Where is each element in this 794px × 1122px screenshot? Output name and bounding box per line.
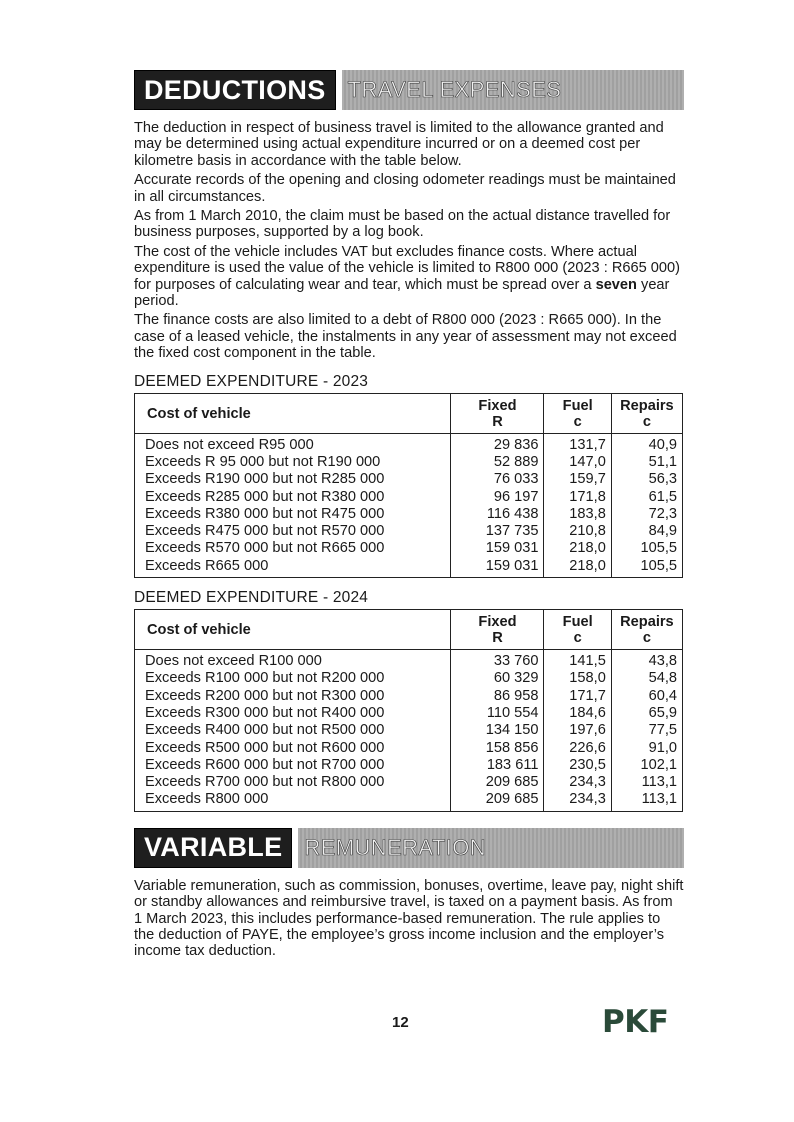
cell-cost: Exceeds R475 000 but not R570 000 bbox=[145, 523, 385, 540]
paragraph: As from 1 March 2010, the claim must be based on the actual distance travelled for business purposes, supported by a log book. bbox=[134, 208, 671, 241]
cell-repairs: 54,8 bbox=[611, 670, 682, 687]
cell-repairs: 91,0 bbox=[611, 740, 682, 757]
cell-cost: Does not exceed R100 000 bbox=[145, 653, 322, 670]
cell-fuel: 183,8 bbox=[544, 506, 611, 523]
banner-heading: VARIABLE bbox=[134, 828, 292, 868]
cell-fixed: 29 836 bbox=[451, 433, 544, 454]
table-2023-title: DEEMED EXPENDITURE - 2023 bbox=[134, 372, 369, 390]
deemed-expenditure-2023-table bbox=[134, 393, 683, 578]
variable-banner bbox=[134, 828, 684, 868]
cell-fixed: 96 197 bbox=[451, 489, 544, 506]
cell-repairs: 77,5 bbox=[611, 722, 682, 739]
cell-fixed: 209 685 bbox=[451, 774, 544, 791]
table-row bbox=[135, 454, 683, 471]
cell-fixed: 183 611 bbox=[451, 757, 544, 774]
cell-fuel: 171,7 bbox=[544, 688, 611, 705]
cell-fixed: 116 438 bbox=[451, 506, 544, 523]
cell-fixed: 134 150 bbox=[451, 722, 544, 739]
table-row bbox=[135, 471, 683, 488]
table-row bbox=[135, 540, 683, 557]
cell-fuel: 141,5 bbox=[544, 650, 611, 671]
cell-cost: Exceeds R100 000 but not R200 000 bbox=[145, 670, 385, 687]
cell-fuel: 184,6 bbox=[544, 705, 611, 722]
cell-repairs: 105,5 bbox=[611, 540, 682, 557]
cell-repairs: 56,3 bbox=[611, 471, 682, 488]
header-fuel-label: Fuel bbox=[562, 397, 593, 414]
page-number: 12 bbox=[392, 1014, 409, 1031]
header-repairs-label: Repairs bbox=[620, 614, 674, 631]
cell-cost: Exceeds R400 000 but not R500 000 bbox=[145, 722, 385, 739]
cell-cost: Exceeds R 95 000 but not R190 000 bbox=[145, 453, 381, 470]
table-row bbox=[135, 523, 683, 540]
cell-fuel: 230,5 bbox=[544, 757, 611, 774]
header-fuel bbox=[544, 393, 611, 433]
cell-cost: Exceeds R285 000 but not R380 000 bbox=[145, 488, 385, 505]
cell-fuel: 158,0 bbox=[544, 670, 611, 687]
header-fuel-unit: c bbox=[573, 413, 582, 430]
table-row bbox=[135, 791, 683, 811]
cell-cost: Exceeds R600 000 but not R700 000 bbox=[145, 756, 385, 773]
cell-fuel: 218,0 bbox=[544, 540, 611, 557]
cell-cost: Exceeds R570 000 but not R665 000 bbox=[145, 540, 385, 557]
cell-cost: Exceeds R190 000 but not R285 000 bbox=[145, 471, 385, 488]
cell-fuel: 234,3 bbox=[544, 774, 611, 791]
cell-fixed: 158 856 bbox=[451, 740, 544, 757]
paragraph-text: The cost of the vehicle includes VAT but excludes finance costs. Where actual expenditure is used the value of the vehicle is limited to R800 000 (2023 : R665 000) for purposes of calculating wear and tear, which must be spread over a bbox=[134, 243, 680, 293]
pkf-logo: PKF bbox=[602, 1004, 669, 1040]
header-fixed bbox=[451, 393, 544, 433]
header-repairs-label: Repairs bbox=[620, 397, 674, 414]
cell-repairs: 40,9 bbox=[611, 433, 682, 454]
header-fixed bbox=[451, 610, 544, 650]
document-page bbox=[134, 70, 684, 963]
cell-cost: Exceeds R200 000 but not R300 000 bbox=[145, 687, 385, 704]
table-row bbox=[135, 489, 683, 506]
header-fixed-label: Fixed bbox=[478, 397, 517, 414]
cell-cost: Exceeds R665 000 bbox=[145, 557, 269, 574]
header-cost: Cost of vehicle bbox=[135, 393, 451, 433]
header-fuel-label: Fuel bbox=[562, 614, 593, 631]
cell-cost: Exceeds R700 000 but not R800 000 bbox=[145, 774, 385, 791]
table-row bbox=[135, 506, 683, 523]
cell-fixed: 86 958 bbox=[451, 688, 544, 705]
table-row bbox=[135, 650, 683, 671]
paragraph-bold: seven bbox=[595, 276, 637, 293]
cell-fuel: 147,0 bbox=[544, 454, 611, 471]
table-row bbox=[135, 774, 683, 791]
banner-subheading: REMUNERATION bbox=[298, 828, 684, 868]
cell-fixed: 159 031 bbox=[451, 558, 544, 578]
table-row bbox=[135, 740, 683, 757]
table-row bbox=[135, 722, 683, 739]
cell-fixed: 137 735 bbox=[451, 523, 544, 540]
cell-fixed: 33 760 bbox=[451, 650, 544, 671]
cell-repairs: 105,5 bbox=[611, 558, 682, 578]
table-row bbox=[135, 705, 683, 722]
cell-fuel: 218,0 bbox=[544, 558, 611, 578]
table-row bbox=[135, 670, 683, 687]
header-repairs bbox=[611, 393, 682, 433]
deductions-banner bbox=[134, 70, 684, 110]
cell-cost: Exceeds R300 000 but not R400 000 bbox=[145, 704, 385, 721]
banner-subheading: TRAVEL EXPENSES bbox=[342, 70, 684, 110]
header-repairs-unit: c bbox=[642, 630, 651, 647]
cell-cost: Exceeds R500 000 but not R600 000 bbox=[145, 739, 385, 756]
paragraph: The deduction in respect of business travel is limited to the allowance granted and may be determined using actual expenditure incurred or on a deemed cost per kilometre basis in accordance with the table below. bbox=[134, 120, 664, 169]
cell-fixed: 76 033 bbox=[451, 471, 544, 488]
cell-cost: Does not exceed R95 000 bbox=[145, 436, 314, 453]
cell-repairs: 65,9 bbox=[611, 705, 682, 722]
header-fixed-unit: R bbox=[492, 413, 503, 430]
cell-repairs: 113,1 bbox=[611, 791, 682, 811]
header-fixed-unit: R bbox=[492, 630, 503, 647]
cell-fuel: 226,6 bbox=[544, 740, 611, 757]
variable-body bbox=[134, 878, 684, 960]
cell-fixed: 110 554 bbox=[451, 705, 544, 722]
paragraph: Accurate records of the opening and closing odometer readings must be maintained in all circumstances. bbox=[134, 172, 676, 205]
header-cost: Cost of vehicle bbox=[135, 610, 451, 650]
cell-fuel: 131,7 bbox=[544, 433, 611, 454]
cell-fixed: 159 031 bbox=[451, 540, 544, 557]
paragraph-text: year period. bbox=[134, 276, 670, 310]
paragraph: Variable remuneration, such as commission, bonuses, overtime, leave pay, night shift or standby allowances and reimbursive travel, is taxed on a payment basis. As from 1 March 2023, this includes performance-based remuneration. The rule applies to the deduction of PAYE, the employee’s gross income inclusion and the employer’s income tax deduction. bbox=[134, 877, 684, 960]
cell-repairs: 60,4 bbox=[611, 688, 682, 705]
table-header-row bbox=[135, 393, 683, 433]
cell-repairs: 43,8 bbox=[611, 650, 682, 671]
header-fuel-unit: c bbox=[573, 630, 582, 647]
cell-repairs: 102,1 bbox=[611, 757, 682, 774]
cell-fuel: 210,8 bbox=[544, 523, 611, 540]
cell-fuel: 171,8 bbox=[544, 489, 611, 506]
cell-fixed: 60 329 bbox=[451, 670, 544, 687]
paragraph bbox=[134, 244, 684, 310]
header-fuel bbox=[544, 610, 611, 650]
deductions-body bbox=[134, 120, 684, 362]
header-repairs bbox=[611, 610, 682, 650]
cell-repairs: 113,1 bbox=[611, 774, 682, 791]
table-2024-title: DEEMED EXPENDITURE - 2024 bbox=[134, 589, 369, 607]
table-row bbox=[135, 757, 683, 774]
deemed-expenditure-2024-table bbox=[134, 609, 683, 812]
cell-cost: Exceeds R380 000 but not R475 000 bbox=[145, 505, 385, 522]
cell-repairs: 51,1 bbox=[611, 454, 682, 471]
paragraph: The finance costs are also limited to a debt of R800 000 (2023 : R665 000). In the case of a leased vehicle, the instalments in any year of assessment may not exceed the fixed cost component in the table. bbox=[134, 312, 677, 362]
cell-fuel: 159,7 bbox=[544, 471, 611, 488]
header-repairs-unit: c bbox=[642, 413, 651, 430]
cell-fixed: 52 889 bbox=[451, 454, 544, 471]
cell-repairs: 72,3 bbox=[611, 506, 682, 523]
cell-repairs: 61,5 bbox=[611, 489, 682, 506]
table-header-row bbox=[135, 610, 683, 650]
table-row bbox=[135, 688, 683, 705]
header-fixed-label: Fixed bbox=[478, 614, 517, 631]
cell-fuel: 197,6 bbox=[544, 722, 611, 739]
table-row bbox=[135, 558, 683, 578]
cell-repairs: 84,9 bbox=[611, 523, 682, 540]
cell-cost: Exceeds R800 000 bbox=[145, 791, 269, 808]
banner-heading: DEDUCTIONS bbox=[134, 70, 336, 110]
table-row bbox=[135, 433, 683, 454]
cell-fixed: 209 685 bbox=[451, 791, 544, 811]
cell-fuel: 234,3 bbox=[544, 791, 611, 811]
